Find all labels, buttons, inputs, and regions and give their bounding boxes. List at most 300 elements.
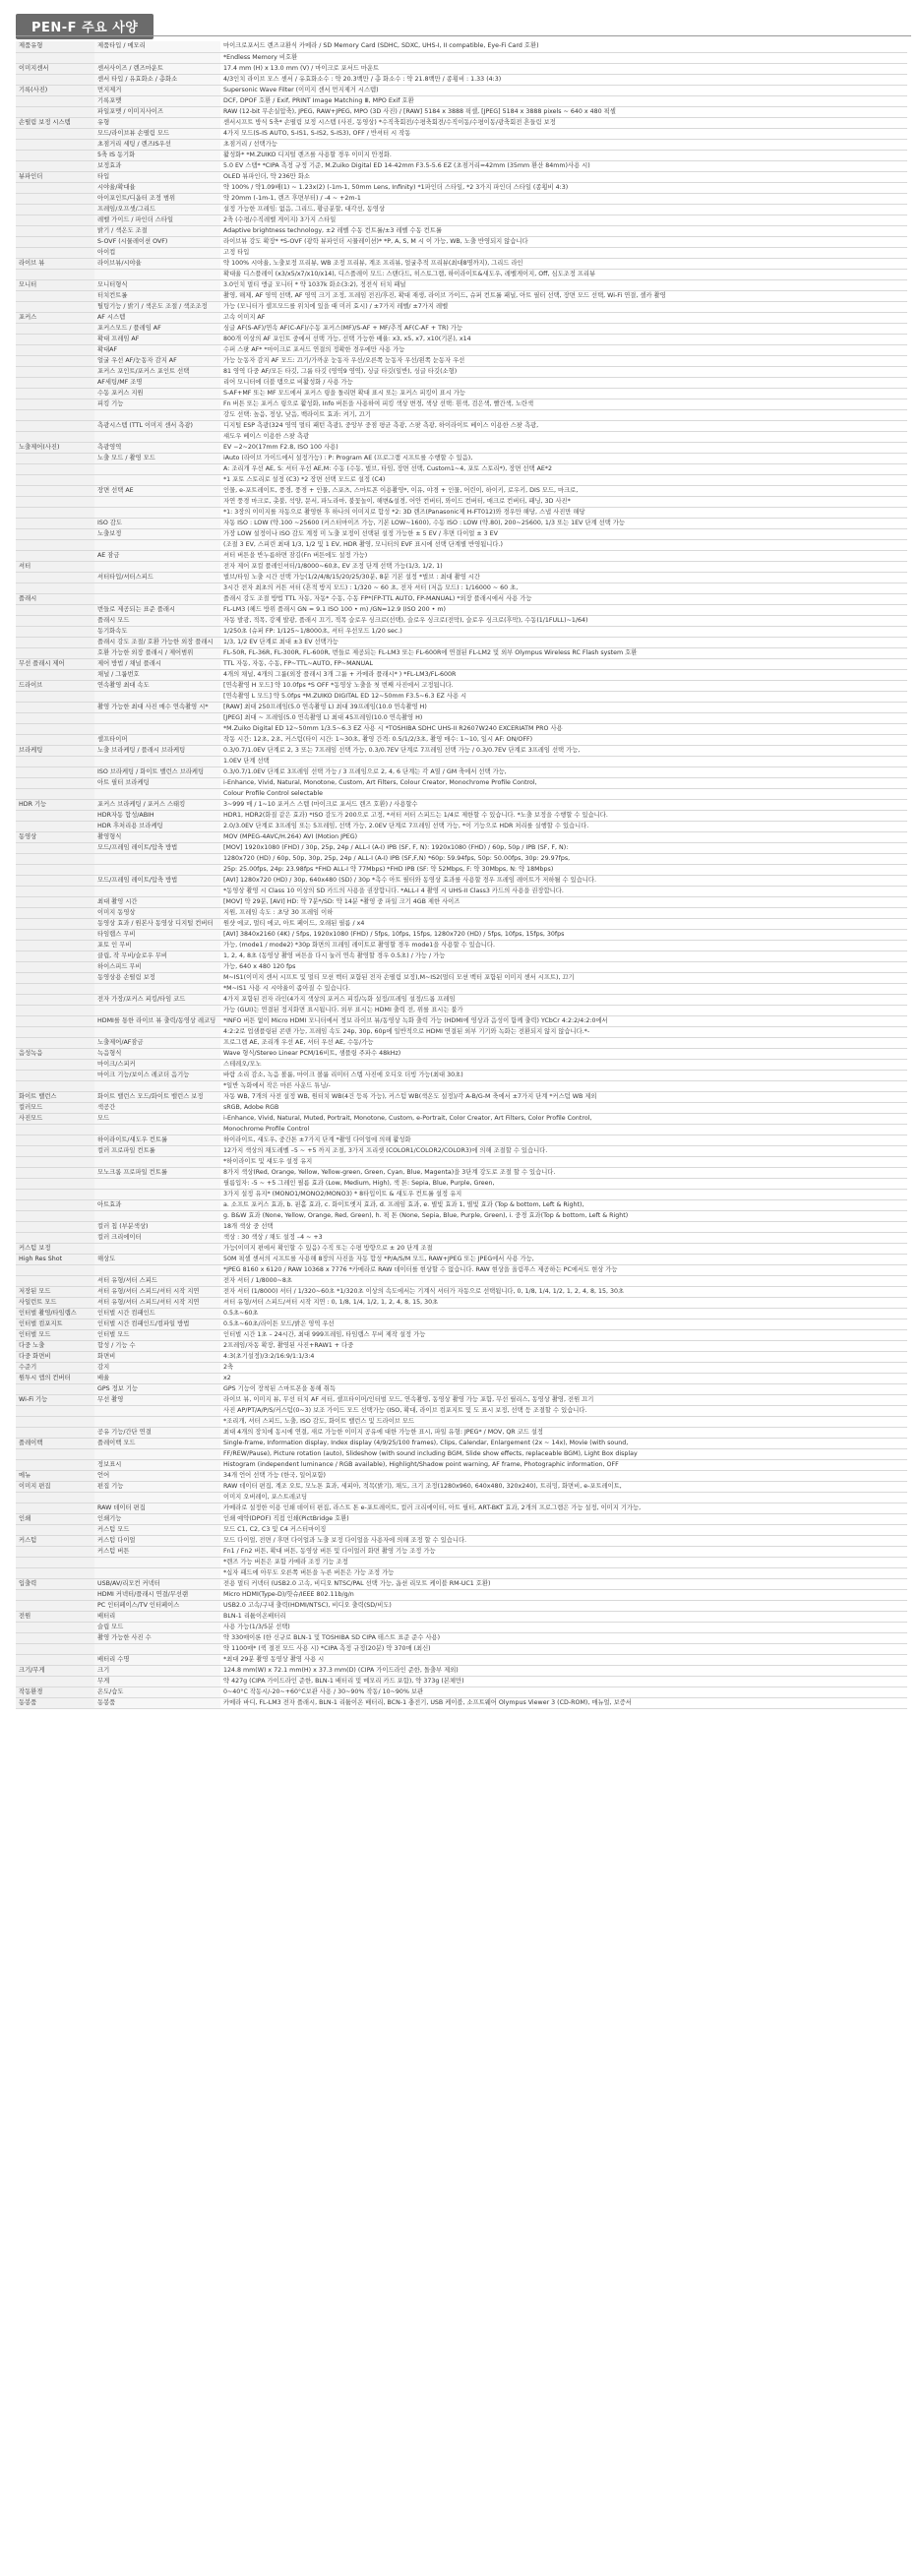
spec-item: 기록포맷 (94, 95, 220, 106)
spec-category (16, 810, 94, 821)
spec-row (16, 1546, 907, 1557)
spec-row (16, 1275, 907, 1286)
spec-category (16, 1037, 94, 1048)
spec-item: 프레임/오프셋/그리드 (94, 204, 220, 215)
spec-category (16, 388, 94, 399)
spec-item: 셔터타입/셔터스피드 (94, 572, 220, 583)
spec-row (16, 366, 907, 377)
spec-category: 손떨림 보정 시스템 (16, 117, 94, 128)
spec-row (16, 182, 907, 193)
spec-row (16, 1308, 907, 1319)
spec-category (16, 290, 94, 301)
spec-category (16, 1178, 94, 1189)
spec-value: OLED 뷰파인더, 약 236만 화소 (220, 171, 907, 182)
spec-row (16, 1394, 907, 1405)
spec-row (16, 907, 907, 918)
spec-value: 2축 (수평/수직레벨 게이지) 3가지 스타일 (220, 215, 907, 225)
spec-row (16, 85, 907, 95)
spec-value: 바람 소리 감소, 녹음 볼륨, 마이크 볼륨 리미터 스텝 사진에 오디오 더빙 가능(최대 30초) (220, 1070, 907, 1080)
spec-row (16, 312, 907, 323)
spec-row (16, 853, 907, 864)
spec-category (16, 702, 94, 712)
spec-row (16, 290, 907, 301)
spec-value: 3~999 매 / 1~10 포커스 스텝 (마이크로 포서드 렌즈 호환) / 사용할수 (220, 799, 907, 810)
spec-row (16, 388, 907, 399)
spec-value: 8가지 색상(Red, Orange, Yellow, Yellow-green, Green, Cyan, Blue, Magenta)을 3단계 강도로 조절 할 수 있습니다. (220, 1167, 907, 1178)
spec-row (16, 940, 907, 951)
spec-category (16, 1405, 94, 1416)
spec-category (16, 626, 94, 637)
header-divider (16, 35, 911, 36)
spec-value: [연속촬영 L 모드] 약 5.0fps *M.ZUIKO DIGITAL ED 12~50mm F3.5~6.3 EZ 사용 시 (220, 691, 907, 702)
spec-category (16, 1546, 94, 1557)
spec-item (94, 886, 220, 896)
spec-item: 먼지제거 (94, 85, 220, 95)
spec-row (16, 474, 907, 485)
spec-row (16, 323, 907, 334)
spec-row (16, 150, 907, 160)
spec-category (16, 1622, 94, 1632)
spec-value: 가능, 640 x 480 120 fps (220, 961, 907, 972)
spec-value: *동영상 촬영 시 Class 10 이상의 SD 카드의 사용을 권장합니다. *ALL-I 4 촬영 시 UHS-II Class3 카드의 사용을 권장합니다. (220, 886, 907, 896)
spec-category (16, 1015, 94, 1026)
spec-category: 전원 (16, 1611, 94, 1622)
spec-category (16, 160, 94, 171)
spec-item: 초점거리 세팅 / 렌즈IS우선 (94, 139, 220, 150)
spec-row (16, 983, 907, 994)
spec-row (16, 1470, 907, 1481)
spec-value: *1: 3장의 이미지를 자동으로 촬영한 후 하나의 이미지로 합성 *2: 3D 렌즈(Panasonic제 H-FT012)와 경우만 해당, 스냅 사진만 해당 (220, 507, 907, 518)
spec-category: 플래시 (16, 593, 94, 604)
spec-value: 가능 눈동자 감지 AF 모드: 끄기/가까운 눈동자 우선/오른쪽 눈동자 우선/왼쪽 눈동자 우선 (220, 355, 907, 366)
spec-item (94, 474, 220, 485)
spec-value: 인터벌 시간 1초 – 24시간, 최대 999프레임, 타임랩스 무비 제작 설정 가능 (220, 1329, 907, 1340)
spec-value: 0.3/0.7/1.0EV 단계로 2, 3 또는 7프레임 선택 가능, 0.3/0.7EV 단계로 7프레임 선택 가능 / 0.3/0.7EV 단계로 3프레임 선택 가능, (220, 745, 907, 756)
spec-item: 확대 프레임 AF (94, 334, 220, 344)
spec-category (16, 539, 94, 550)
spec-item: 센서 타입 / 유효화소 / 총화소 (94, 74, 220, 85)
spec-value: [MOV] 약 29분, [AVI] HD: 약 7분*/SD: 약 14분 *촬영 중 파일 크기 4GB 제한 사이즈 (220, 896, 907, 907)
spec-value: 리어 모니터에 더블 탭으로 비활성화 / 사용 가능 (220, 377, 907, 388)
spec-item: 언어 (94, 1470, 220, 1481)
spec-row (16, 680, 907, 691)
spec-row (16, 1048, 907, 1059)
spec-category (16, 896, 94, 907)
spec-row (16, 734, 907, 745)
spec-value: M~IS1(이미지 센서 시프트 및 멀티 모션 벡터 포함된 전자 손떨림 보정),M~IS2(멀티 모션 벡터 포함된 이미지 센서 시프트), 끄기 (220, 972, 907, 983)
spec-row (16, 593, 907, 604)
spec-category: 셔터 (16, 561, 94, 572)
spec-category: 음성녹음 (16, 1048, 94, 1059)
spec-item (94, 463, 220, 474)
spec-item: 장면 선택 AE (94, 485, 220, 496)
spec-item: 감지 (94, 1362, 220, 1373)
spec-value: 1.0EV 단계 선택 (220, 756, 907, 767)
spec-item: S-OVF (시뮬레이션 OVF) (94, 236, 220, 247)
spec-value: A: 조리개 우선 AE, S: 셔터 우선 AE,M: 수동 (수동, 벌브, 타임, 장면 선택, Custom1~4, 포토 스토리*), 장면 선택 AE*2 (220, 463, 907, 474)
spec-category (16, 1448, 94, 1459)
spec-value: 4:3(초기설정)/3:2/16:9/1:1/3:4 (220, 1351, 907, 1362)
spec-item: 컬러 칩 (부분색상) (94, 1221, 220, 1232)
spec-row (16, 604, 907, 615)
spec-value: 지원, 프레임 속도 : 초당 30 프레임 이하 (220, 907, 907, 918)
spec-row (16, 1232, 907, 1243)
spec-row (16, 453, 907, 463)
spec-value: 4/3인치 라이브 모스 센서 / 유효화소수 : 약 20.3백만 / 총 화소수 : 약 21.8백만 / 종횡비 : 1.33 (4:3) (220, 74, 907, 85)
spec-row (16, 1438, 907, 1448)
spec-row (16, 1005, 907, 1015)
spec-row (16, 583, 907, 593)
spec-item (94, 1005, 220, 1015)
spec-row (16, 1070, 907, 1080)
spec-row (16, 1535, 907, 1546)
spec-value: GPS 기능이 장착된 스마트폰을 통해 취득 (220, 1383, 907, 1394)
spec-value: 34개 언어 선택 가능 (한국, 일어포함) (220, 1470, 907, 1481)
spec-value: 자동 WB, 7개의 사전 설정 WB, 원터치 WB(4건 등록 가능), 커스텀 WB(색온도 설정)/각 A-B/G-M 축에서 ±7가지 단계 *커스텀 WB 제외 (220, 1091, 907, 1102)
spec-row (16, 1578, 907, 1589)
spec-row (16, 1135, 907, 1145)
spec-value: 인쇄 예약(DPOF) 직접 인쇄(PictBridge 호환) (220, 1513, 907, 1524)
spec-item: 촬영 가능한 최대 사진 매수 연속촬영 시* (94, 702, 220, 712)
spec-value: 수퍼 스팟 AF* *마이크로 포서드 연결의 정확한 경우에만 사용 가능 (220, 344, 907, 355)
spec-item: 플레이백 모드 (94, 1438, 220, 1448)
spec-item: 모니터형식 (94, 279, 220, 290)
spec-value: (조절 3 EV, 스피린 최대 1/3, 1/2 및 1 EV, HDR 촬영, 모니터의 EVF 표시에 선택 단계별 반영됩니다.) (220, 539, 907, 550)
spec-value: 초점거리 / 선택가능 (220, 139, 907, 150)
spec-item: 마이크 기능/보이스 레코더 음기능 (94, 1070, 220, 1080)
spec-row (16, 334, 907, 344)
spec-item: 포토 인 무비 (94, 940, 220, 951)
spec-value: 가능 (모니터가 셀프모드를 위치에 있을 때 미러 효시) / ±7가지 레벨/ ±7가지 레벨 (220, 301, 907, 312)
spec-category (16, 1189, 94, 1199)
spec-category (16, 886, 94, 896)
spec-row (16, 1145, 907, 1156)
spec-value: 약 330매이론 (한 신규로 BLN-1 및 TOSHIBA SD CIPA 테스트 표준 준수 사용) (220, 1632, 907, 1643)
spec-value: *조리개, 셔터 스피드, 노출, ISO 감도, 화이트 밸런스 및 드라이브 모드 (220, 1416, 907, 1427)
spec-category (16, 1221, 94, 1232)
spec-value: *M.Zuiko Digital ED 12~50mm 1/3.5~6.3 EZ 사용 시 *TOSHIBA SDHC UHS-II R2607W240 EXCERIATM PRO 사용 (220, 723, 907, 734)
spec-value: [연속촬영 H 모드] 약 10.0fps *S OFF *동영상 노출을 첫 번째 사진에서 고정됩니다. (220, 680, 907, 691)
spec-value: 센서시프트 방식 5축* 손떨림 보정 시스템 (사진, 동영상) *수직축회전/수평축회전/수직이동/수평이동/광축회전 흔들림 보정 (220, 117, 907, 128)
spec-item (94, 52, 220, 63)
spec-row (16, 215, 907, 225)
spec-value: 약 1100매* (퀵 절전 모드 사용 시) *CIPA 측정 규정(20분) 약 370매 (최신) (220, 1643, 907, 1654)
spec-category (16, 788, 94, 799)
spec-row (16, 247, 907, 258)
spec-row (16, 756, 907, 767)
spec-value: i-Enhance, Vivid, Natural, Muted, Portrait, Monotone, Custom, e-Portrait, Color Creator, Art Filters, Color Profile Control, (220, 1113, 907, 1124)
spec-category: 포커스 (16, 312, 94, 323)
spec-value: 전자 셔터 / 1/8000~8초 (220, 1275, 907, 1286)
spec-row (16, 875, 907, 886)
spec-category (16, 1567, 94, 1578)
spec-value: 자동 ISO : LOW (약.100 ~25600 (커스터마이즈 가능, 기본 LOW~1600), 수동 ISO : LOW (약.80), 200~25600, 1/3 또는 1EV 단계 선택 가능 (220, 518, 907, 528)
spec-item (94, 409, 220, 420)
spec-value: 1/3, 1/2 EV 단계로 최대 ±3 EV 선택가능 (220, 637, 907, 647)
spec-value: *십자 패드에 아무도 오른쪽 버튼을 누른 버튼은 가능 조정 가능 (220, 1567, 907, 1578)
spec-category: 드라이브 (16, 680, 94, 691)
spec-row (16, 485, 907, 496)
spec-row (16, 1178, 907, 1189)
spec-category: 메뉴 (16, 1470, 94, 1481)
spec-item: 인쇄기능 (94, 1513, 220, 1524)
spec-item (94, 1178, 220, 1189)
spec-item: 번들로 제공되는 표준 플래시 (94, 604, 220, 615)
spec-value: 124.8 mm(W) x 72.1 mm(H) x 37.3 mm(D) (CIPA 가이드라인 준한, 돌출부 제외) (220, 1665, 907, 1676)
spec-category (16, 951, 94, 961)
spec-item: 커스텀 다이얼 (94, 1535, 220, 1546)
spec-category (16, 247, 94, 258)
spec-category: Wi-Fi 기능 (16, 1394, 94, 1405)
spec-value: i-Enhance, Vivid, Natural, Monotone, Custom, Art Filters, Colour Creator, Monochrome Profile Control, (220, 777, 907, 788)
spec-row (16, 1210, 907, 1221)
spec-row (16, 918, 907, 929)
spec-item: 배터리 (94, 1611, 220, 1622)
spec-row (16, 929, 907, 940)
spec-category (16, 691, 94, 702)
spec-row (16, 810, 907, 821)
spec-item: 노출보정 (94, 528, 220, 539)
spec-category (16, 1654, 94, 1665)
spec-value: 최대 4개의 장치에 동시에 연결, 새로 가능한 이미지 공유에 대한 가능한 표시, 파일 유형: JPEG* / MOV, QR 코드 설정 (220, 1427, 907, 1438)
spec-category: 입출력 (16, 1578, 94, 1589)
spec-row (16, 799, 907, 810)
spec-row (16, 1503, 907, 1513)
spec-row (16, 1102, 907, 1113)
spec-category (16, 842, 94, 853)
spec-value: 자동 발광, 적목, 강제 발광, 플래시 끄기, 적목 슬로우 싱크로(선택), 슬로우 싱크로(전막), 슬로우 싱크로(후막), 수동(1/1FULL)~1/64) (220, 615, 907, 626)
spec-category (16, 1416, 94, 1427)
spec-item: 제어 방법 / 채널 플래시 (94, 658, 220, 669)
spec-value: [MOV] 1920x1080 (FHD) / 30p, 25p, 24p / ALL-I (A-I) IPB (SF, F, N): 1920x1080 (FHD) / 60p, 50p / IPB (SF, F, N): (220, 842, 907, 853)
spec-item: 노출 브라케팅 / 플래시 브라케팅 (94, 745, 220, 756)
spec-value: 1, 2, 4, 8초 (동영상 촬영 버튼을 다시 눌러 연속 촬영할 경우 0.5초) / 가능 / 가능 (220, 951, 907, 961)
spec-item: 하이스피드 무비 (94, 961, 220, 972)
spec-row (16, 139, 907, 150)
spec-item: 포커스 포인트/포커스 포인트 선택 (94, 366, 220, 377)
spec-value: 카메라로 설정한 이용 인쇄 데이터 편집, 라스트 톤 e-포트레이트, 컬러 크리에이터, 아트 필터, ART-BKT 효과, 2개의 프로그램은 가능 설정, 이미지 기가능, (220, 1503, 907, 1513)
spec-category (16, 1210, 94, 1221)
spec-value: TTL 자동, 자동, 수동, FP~TTL~AUTO, FP~MANUAL (220, 658, 907, 669)
spec-category (16, 344, 94, 355)
spec-category: HDR 기능 (16, 799, 94, 810)
spec-category (16, 1199, 94, 1210)
spec-value: 카메라 바디, FL-LM3 전자 플래시, BLN-1 리튬이온 배터리, BCN-1 충전기, USB 케이블, 소프트웨어 Olympus Viewer 3 (CD-ROM), 매뉴얼, 보증서 (220, 1697, 907, 1708)
spec-row (16, 41, 907, 52)
spec-category (16, 615, 94, 626)
spec-item (94, 1643, 220, 1654)
spec-item: 파일포맷 / 이미지사이즈 (94, 106, 220, 117)
spec-value: *하이라이트 및 섀도우 설정 유지 (220, 1156, 907, 1167)
spec-category (16, 431, 94, 442)
spec-item: 수동 포커스 지원 (94, 388, 220, 399)
spec-category: 컬러모드 (16, 1102, 94, 1113)
spec-category (16, 907, 94, 918)
spec-category (16, 583, 94, 593)
spec-row (16, 225, 907, 236)
spec-value: *JPEG 8160 x 6120 / RAW 10368 x 7776 *카메라로 RAW 데이터를 현상할 수 없습니다. RAW 현상을 올림푸스 제공하는 PC에서도 현상 가능 (220, 1264, 907, 1275)
spec-value: Histogram (independent luminance / RGB available), Highlight/Shadow point warning, AF frame, Photographic information, OFF (220, 1459, 907, 1470)
spec-value: 가장 LOW 설정이나 ISO 감도 계정 미 노출 보정이 선택된 설정 가능한 ± 5 EV / 후면 다이얼 ± 3 EV (220, 528, 907, 539)
spec-row (16, 745, 907, 756)
spec-row (16, 1113, 907, 1124)
spec-row (16, 399, 907, 409)
spec-item (94, 431, 220, 442)
spec-value: [JPEG] 최대 ~ 프레임(5.0 연속촬영 L) 최대 45프레임(10.0 연속촬영 H) (220, 712, 907, 723)
spec-category (16, 1026, 94, 1037)
spec-item: 플래시 모드 (94, 615, 220, 626)
spec-category (16, 1145, 94, 1156)
spec-item: 클립, 작 무비/슬로우 무비 (94, 951, 220, 961)
spec-category (16, 1070, 94, 1080)
spec-category (16, 1275, 94, 1286)
spec-value: 셔터 버튼을 반누름하면 잠김(Fn 버튼에도 설정 가능) (220, 550, 907, 561)
spec-row (16, 821, 907, 831)
spec-category (16, 139, 94, 150)
spec-value: 17.4 mm (H) x 13.0 mm (V) / 마이크로 포서드 마운트 (220, 63, 907, 74)
spec-category (16, 399, 94, 409)
spec-item (94, 507, 220, 518)
spec-category (16, 204, 94, 215)
spec-row (16, 507, 907, 518)
spec-item (94, 1416, 220, 1427)
spec-row (16, 1297, 907, 1308)
spec-category: High Res Shot (16, 1254, 94, 1264)
spec-item: 틸팅기능 / 밝기 / 색온도 조절 / 색조조정 (94, 301, 220, 312)
spec-row (16, 301, 907, 312)
spec-item: HDMI를 통한 라이브 뷰 출력/동영상 레코딩 (94, 1015, 220, 1026)
spec-category (16, 1676, 94, 1687)
spec-item (94, 788, 220, 799)
spec-category (16, 1503, 94, 1513)
spec-category (16, 637, 94, 647)
spec-category (16, 1524, 94, 1535)
spec-row (16, 258, 907, 269)
spec-category (16, 712, 94, 723)
spec-row (16, 1199, 907, 1210)
spec-row (16, 1243, 907, 1254)
spec-row (16, 1459, 907, 1470)
spec-category (16, 647, 94, 658)
spec-row (16, 344, 907, 355)
spec-item (94, 1264, 220, 1275)
spec-value: g. B&W 효과 (None, Yellow, Orange, Red, Green), h. 픽 톤 (None, Sepia, Blue, Purple, Green), i. 중경 효과(Top & bottom, Left & Right) (220, 1210, 907, 1221)
spec-row (16, 1351, 907, 1362)
spec-category (16, 918, 94, 929)
spec-item: 무선 촬영 (94, 1394, 220, 1405)
spec-category (16, 409, 94, 420)
spec-item: 포커스 브라케팅 / 포커스 스태킹 (94, 799, 220, 810)
spec-item: 슬립 모드 (94, 1622, 220, 1632)
spec-row (16, 972, 907, 983)
spec-row (16, 518, 907, 528)
spec-value: 800개 이상의 AF 포인트 중에서 선택 가능, 선택 가능한 배율: x3, x5, x7, x10(기본), x14 (220, 334, 907, 344)
spec-row (16, 1340, 907, 1351)
spec-category: 크기/무게 (16, 1665, 94, 1676)
spec-row (16, 1589, 907, 1600)
spec-item: 편집 기능 (94, 1481, 220, 1492)
spec-item: 측광시스템 (TTL 이미지 센서 측광) (94, 420, 220, 431)
spec-category (16, 1383, 94, 1394)
spec-row (16, 1254, 907, 1264)
spec-category (16, 1643, 94, 1654)
spec-item (94, 269, 220, 279)
spec-category (16, 1167, 94, 1178)
spec-item: 무게 (94, 1676, 220, 1687)
spec-item: 커스텀 모드 (94, 1524, 220, 1535)
spec-value: 0.3/0.7/1.0EV 단계로 3프레임 선택 가능 / 3 프레임으로 2, 4, 6 단계는 각 A열 / GM 축에서 선택 가능, (220, 767, 907, 777)
spec-value: 강도 선택: 높음, 정상, 낮음, 백라이트 효과: 켜기, 끄기 (220, 409, 907, 420)
spec-item (94, 1492, 220, 1503)
spec-value: 촬영, 해제, AF 영역 선택, AF 영역 크기 조정, 프레임 전진/후진, 확대 재생, 라이브 가이드, 슈퍼 컨트롤 패널, 아트 필터 선택, 장면 모드 선택, Wi-Fi 연결, 셀카 촬영 (220, 290, 907, 301)
spec-item: 동봉품 (94, 1697, 220, 1708)
spec-value: 색상 : 30 색상 / 채도 설정 –4 ~ +3 (220, 1232, 907, 1243)
spec-category (16, 1427, 94, 1438)
spec-item: 합성 / 기능 수 (94, 1340, 220, 1351)
spec-item: 이미지 동영상 (94, 907, 220, 918)
spec-value: 모드 다이얼, 전면 / 후면 다이얼과 노출 보정 다이얼을 사용자에 의해 조정 할 수 있습니다. (220, 1535, 907, 1546)
spec-item: 온도/습도 (94, 1687, 220, 1697)
spec-row (16, 1697, 907, 1708)
spec-value: Single-frame, Information display, Index display (4/9/25/100 frames), Clips, Calendar, Enlargement (2x ~ 14x), Movie (with sound, (220, 1438, 907, 1448)
spec-value: 0~40°C 작동시/-20~+60°C보관 사용 / 30~90% 작동/ 10~90% 보관 (220, 1687, 907, 1697)
spec-value: 2축 (220, 1362, 907, 1373)
spec-category (16, 1135, 94, 1145)
spec-item: HDR자동 합성/ABIH (94, 810, 220, 821)
spec-category (16, 518, 94, 528)
spec-item (94, 864, 220, 875)
spec-value: 고속 이미지 AF (220, 312, 907, 323)
spec-value: 벌브/타임 노출 시간 선택 가능(1/2/4/8/15/20/25/30분, 8분 기본 설정 *벌브 : 최대 촬영 시간 (220, 572, 907, 583)
spec-row (16, 236, 907, 247)
spec-row (16, 951, 907, 961)
spec-row (16, 658, 907, 669)
spec-row (16, 1622, 907, 1632)
spec-value: 마이크로포서드 렌즈교환식 카메라 / SD Memory Card (SDHC, SDXC, UHS-I, II compatible, Eye-Fi Card 호환) (220, 41, 907, 52)
spec-category (16, 777, 94, 788)
spec-row (16, 442, 907, 453)
spec-category: 사진모드 (16, 1113, 94, 1124)
spec-item: 정보표시 (94, 1459, 220, 1470)
spec-item (94, 1405, 220, 1416)
spec-category: 이미지센서 (16, 63, 94, 74)
spec-value: 0.5초~60초 (220, 1308, 907, 1319)
spec-row (16, 117, 907, 128)
spec-category (16, 366, 94, 377)
page-title: PEN-F 주요 사양 (16, 14, 154, 39)
spec-category (16, 961, 94, 972)
spec-category (16, 323, 94, 334)
spec-value: 가능, (mode1 / mode2) *30p 화면의 프레임 레이트로 촬영할 경우 mode1을 사용할 수 있습니다. (220, 940, 907, 951)
spec-category: 플레이백 (16, 1438, 94, 1448)
spec-value: 1/250초 (슈퍼 FP: 1/125~1/8000초, 셔터 우선모드 1/20 sec.) (220, 626, 907, 637)
spec-item: 노출 모드 / 촬영 모드 (94, 453, 220, 463)
spec-value: 가능(이미지 편에서 확인할 수 있음) 수직 또는 수평 방향으로 ± 20 단계 조절 (220, 1243, 907, 1254)
spec-row (16, 1124, 907, 1135)
spec-row (16, 377, 907, 388)
spec-value: 약 427g (CIPA 가이드라인 준한, BLN-1 배터리 및 메모리 카드 포함), 약 373g (본체만) (220, 1676, 907, 1687)
spec-item (94, 1156, 220, 1167)
spec-category (16, 528, 94, 539)
spec-row (16, 1286, 907, 1297)
spec-category: 사일런트 모드 (16, 1297, 94, 1308)
spec-row (16, 702, 907, 712)
spec-value: 작동 시간: 12초, 2초, 커스텀(타이 시간: 1~30초, 촬영 간격: 0.5/1/2/3초, 촬영 매수: 1~10, 일시 AF: ON/OFF) (220, 734, 907, 745)
spec-value: *Endless Memory 비호환 (220, 52, 907, 63)
spec-row (16, 550, 907, 561)
spec-value: 4가지 포함된 전자 라인(4가지 색상의 포커스 피킹/녹화 설정/프레임 설정/드롭 프레임 (220, 994, 907, 1005)
spec-category (16, 1264, 94, 1275)
